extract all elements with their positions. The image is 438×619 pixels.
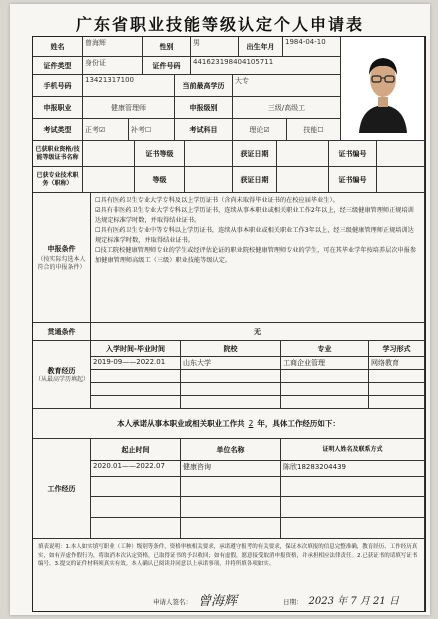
- condition-item[interactable]: ☐具有医药卫生专业大学专科及以上学历证书（含尚未取得毕业证书的在校应届毕业生）。: [95, 197, 339, 204]
- sign-date: 2023 年 7 月 21 日: [308, 596, 399, 607]
- work-row-empty: [281, 518, 425, 539]
- edu-note: （从最高学历填起）: [35, 375, 90, 383]
- birth-label: 出生年月: [239, 37, 283, 57]
- condition-item[interactable]: ☑具有非医药卫生专业大学专科以上学历证书，连续从事本职业或相关职业工作2年以上，经三级健康管理师正规培训达规定标准学时数，并取得结业证书。: [95, 207, 414, 224]
- edu-row-empty: [281, 383, 369, 396]
- work-statement: [33, 409, 425, 439]
- level-value: [185, 167, 233, 193]
- exam-subject-label: 考试科目: [175, 119, 233, 141]
- edu-row-empty: [181, 396, 281, 409]
- proof-value: 陈欣18283204439: [281, 461, 425, 477]
- id-no-value: 441623198404105711: [191, 57, 341, 75]
- school-header: 院校: [181, 341, 281, 357]
- date-label: 日期：: [283, 598, 303, 606]
- proof-header: 证明人姓名及联系方式: [281, 439, 425, 461]
- edu-row-empty: [281, 396, 369, 409]
- company-value: 健康咨询: [181, 461, 281, 477]
- edu-row-empty: [369, 370, 425, 383]
- conditions-label-cell: [33, 193, 91, 323]
- education-value: 大专: [233, 75, 341, 97]
- conditions-note: （按实际勾选本人符合的申报条件）: [37, 255, 86, 271]
- prev-cert-value: [83, 141, 135, 167]
- school-value: 山东大学: [181, 357, 281, 370]
- get-date-value: [277, 141, 329, 167]
- get-date-value-2: [277, 167, 329, 193]
- get-date-label-2: 获证日期: [233, 167, 277, 193]
- edu-row-empty: [369, 383, 425, 396]
- cert-level-label: 证书等级: [135, 141, 185, 167]
- apply-level-value: 三级/高级工: [233, 97, 341, 119]
- birth-value: 1984-04-10: [283, 37, 341, 57]
- company-header: 单位名称: [181, 439, 281, 461]
- id-type-value: 身份证: [83, 57, 143, 75]
- edu-row-empty: [181, 383, 281, 396]
- get-date-label: 获证日期: [233, 141, 277, 167]
- name-label: 姓名: [33, 37, 83, 57]
- form-title: 广东省职业技能等级认定个人申请表: [75, 15, 364, 34]
- gender-value: 男: [191, 37, 239, 57]
- footer-cell: [33, 539, 425, 611]
- education-label: 当前最高学历: [175, 75, 233, 97]
- work-years: 2: [248, 419, 254, 428]
- applicant-photo: [341, 37, 425, 141]
- work-row-empty: [91, 518, 181, 539]
- work-row-empty: [181, 497, 281, 518]
- cert-level-value: [185, 141, 233, 167]
- cert-no-value-2: [377, 167, 425, 193]
- form-table: [32, 36, 426, 612]
- edu-row-empty: [281, 370, 369, 383]
- exam-type-label: 考试类型: [33, 119, 83, 141]
- work-row-empty: [281, 497, 425, 518]
- major-value: 工商企业管理: [281, 357, 369, 370]
- study-form-header: 学习形式: [369, 341, 425, 357]
- applicant-signature: 曾海辉: [198, 594, 238, 609]
- study-form-value: 网络教育: [369, 357, 425, 370]
- edu-row-empty: [91, 396, 181, 409]
- other-cond-label: 贯通条件: [33, 323, 91, 341]
- work-statement-prefix: 本人承诺从事本职业或相关职业工作共: [117, 419, 245, 428]
- conditions-list: [91, 193, 425, 323]
- applicant-sign-label: 申请人签名：: [153, 598, 192, 606]
- work-label: 工作经历: [33, 439, 91, 539]
- cert-no-value: [377, 141, 425, 167]
- subject-theory-checkbox[interactable]: 理论☑: [233, 119, 287, 141]
- cert-no-label: 证书编号: [329, 141, 377, 167]
- condition-item[interactable]: ☐技工院校健康管理师专业的学生或经评估论证的职业院校健康管理师专业的学生，可在其毕业学年按培养层次申报参加健康管理师高级工（三级）职业技能等级认定。: [95, 247, 417, 264]
- exam-retake-checkbox[interactable]: 补考☐: [129, 119, 175, 141]
- footer-note: 填表说明：1.本人如实填写职业（工种）级别等条件，资格审核相关要求，承诺遵守报考的有关要求，保证本次填报的信息完整准确，教育经历、工作经历真实，如有弄虚作假行为，将取消本次认定资格，已取得证书的予以收回；如有虚假，愿意接受取消申报资格，并承担相应法律责任。2.已获证书的请填写证书编号。3.提交的证件材料须真实有效。本人确认已阅读并同意以上承诺事项，并将所填各项如实。: [38, 544, 418, 567]
- edu-row-empty: [181, 370, 281, 383]
- application-form-page: [10, 4, 430, 615]
- gender-label: 性别: [143, 37, 191, 57]
- other-cond-value: 无: [91, 323, 425, 341]
- edu-row-empty: [369, 396, 425, 409]
- apply-job-value: 健康管理师: [83, 97, 175, 119]
- conditions-label: 申报条件: [47, 244, 76, 253]
- phone-value: 13421317100: [83, 75, 175, 97]
- edu-time-value: 2019-09——2022.01: [91, 357, 181, 370]
- apply-job-label: 申报职业: [33, 97, 83, 119]
- name-value: 曾海辉: [83, 37, 143, 57]
- edu-row-empty: [91, 383, 181, 396]
- edu-label-cell: [33, 341, 91, 409]
- condition-item[interactable]: ☐具有医药卫生专业中等专科以上学历证书，连续从事本职业或相关职业工作3年以上，经三级健康管理师正规培训达规定标准学时数，并取得结业证书。: [95, 227, 414, 244]
- pro-title-value: [83, 167, 135, 193]
- subject-skill-checkbox[interactable]: 技能☐: [287, 119, 341, 141]
- edu-time-header: 入学时间-毕业时间: [91, 341, 181, 357]
- work-time-value: 2020.01——2022.07: [91, 461, 181, 477]
- work-row-empty: [91, 497, 181, 518]
- id-no-label: 证件号码: [143, 57, 191, 75]
- level-label: 等级: [135, 167, 185, 193]
- id-type-label: 证件类型: [33, 57, 83, 75]
- edu-row-empty: [91, 370, 181, 383]
- work-row-empty: [91, 477, 181, 497]
- phone-label: 手机号码: [33, 75, 83, 97]
- portrait-image: [353, 45, 413, 133]
- pro-title-label: 已获专业技术职务（职称）: [33, 167, 83, 193]
- work-time-header: 起止时间: [91, 439, 181, 461]
- work-statement-suffix: 年，具体工作经历如下：: [257, 419, 340, 428]
- edu-label: 教育经历: [47, 366, 76, 375]
- exam-normal-checkbox[interactable]: 正考☑: [83, 119, 129, 141]
- signature-row: [153, 594, 399, 609]
- work-row-empty: [181, 518, 281, 539]
- major-header: 专业: [281, 341, 369, 357]
- prev-cert-label: 已获职业资格/技能等级证书名称: [33, 141, 83, 167]
- work-row-empty: [181, 477, 281, 497]
- apply-level-label: 申报级别: [175, 97, 233, 119]
- cert-no-label-2: 证书编号: [329, 167, 377, 193]
- work-row-empty: [281, 477, 425, 497]
